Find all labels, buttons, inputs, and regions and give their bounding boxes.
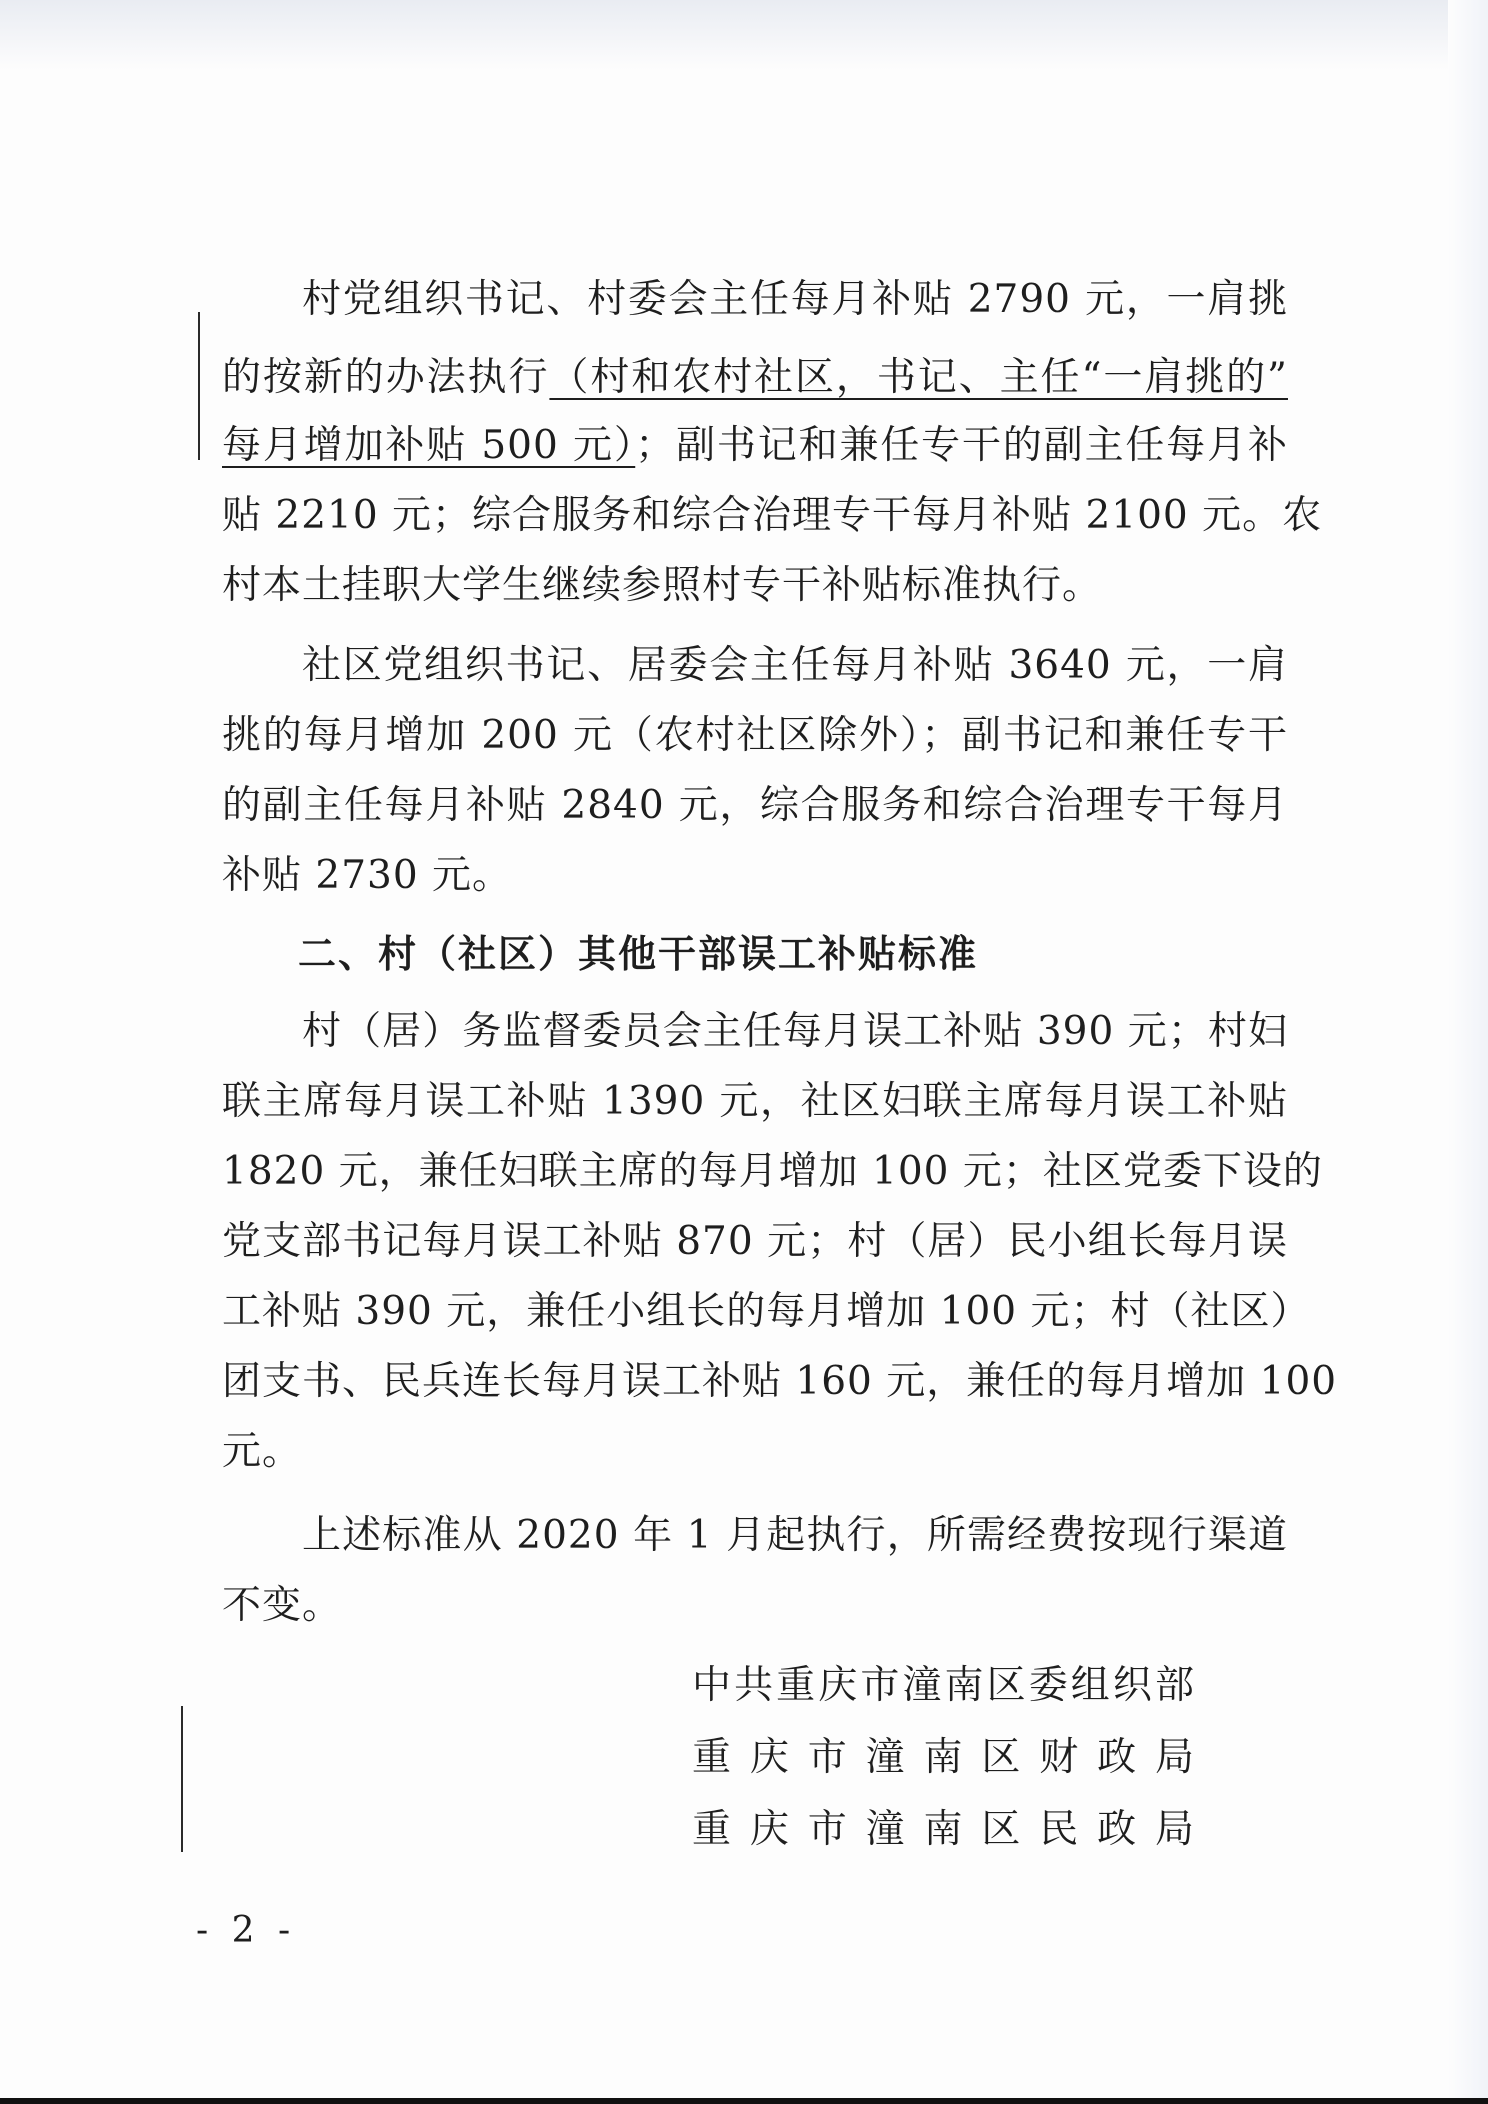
paragraph-line: 元。 bbox=[222, 1429, 303, 1474]
paragraph-line: 的副主任每月补贴 2840 元，综合服务和综合治理专干每月 bbox=[222, 783, 1288, 828]
paragraph-line: 1820 元，兼任妇联主席的每月增加 100 元；社区党委下设的 bbox=[222, 1149, 1323, 1194]
paragraph-line: 团支书、民兵连长每月误工补贴 160 元，兼任的每月增加 100 bbox=[222, 1359, 1338, 1404]
paragraph-line: 不变。 bbox=[222, 1583, 343, 1628]
margin-mark bbox=[181, 1706, 183, 1852]
paragraph-line: 社区党组织书记、居委会主任每月补贴 3640 元，一肩 bbox=[302, 643, 1288, 688]
paragraph-line: 补贴 2730 元。 bbox=[222, 853, 513, 898]
scan-bottom-edge bbox=[0, 2098, 1488, 2104]
paragraph-text: ；副书记和兼任专干的副主任每月补 bbox=[635, 423, 1288, 468]
signature-organization: 重庆市潼南区财政局 bbox=[692, 1735, 1194, 1780]
paragraph-line: 上述标准从 2020 年 1 月起执行，所需经费按现行渠道 bbox=[302, 1513, 1288, 1558]
paragraph-line bbox=[222, 416, 1288, 476]
underlined-text: （村和农村社区，书记、主任“一肩挑的” bbox=[549, 355, 1288, 400]
paragraph-line bbox=[222, 348, 1288, 408]
paragraph-text: 的按新的办法执行 bbox=[222, 355, 550, 400]
scan-top-shadow bbox=[0, 0, 1488, 70]
scan-right-shadow bbox=[1448, 0, 1488, 2104]
underlined-text: 每月增加补贴 500 元） bbox=[222, 423, 636, 468]
paragraph-line: 联主席每月误工补贴 1390 元，社区妇联主席每月误工补贴 bbox=[222, 1079, 1288, 1124]
margin-mark bbox=[198, 312, 200, 460]
section-heading: 二、村（社区）其他干部误工补贴标准 bbox=[298, 932, 979, 976]
paragraph-line: 贴 2210 元；综合服务和综合治理专干每月补贴 2100 元。农 bbox=[222, 493, 1323, 538]
signature-organization: 中共重庆市潼南区委组织部 bbox=[692, 1663, 1194, 1708]
paragraph-line: 村（居）务监督委员会主任每月误工补贴 390 元；村妇 bbox=[302, 1009, 1288, 1054]
page-number: - 2 - bbox=[196, 1910, 297, 1951]
paragraph-line: 党支部书记每月误工补贴 870 元；村（居）民小组长每月误 bbox=[222, 1219, 1288, 1264]
paragraph-line: 村党组织书记、村委会主任每月补贴 2790 元，一肩挑 bbox=[302, 277, 1288, 322]
paragraph-line: 工补贴 390 元，兼任小组长的每月增加 100 元；村（社区） bbox=[222, 1289, 1311, 1334]
paragraph-line: 挑的每月增加 200 元（农村社区除外）；副书记和兼任专干 bbox=[222, 713, 1288, 758]
paragraph-line: 村本土挂职大学生继续参照村专干补贴标准执行。 bbox=[222, 563, 1103, 608]
signature-organization: 重庆市潼南区民政局 bbox=[692, 1807, 1194, 1852]
